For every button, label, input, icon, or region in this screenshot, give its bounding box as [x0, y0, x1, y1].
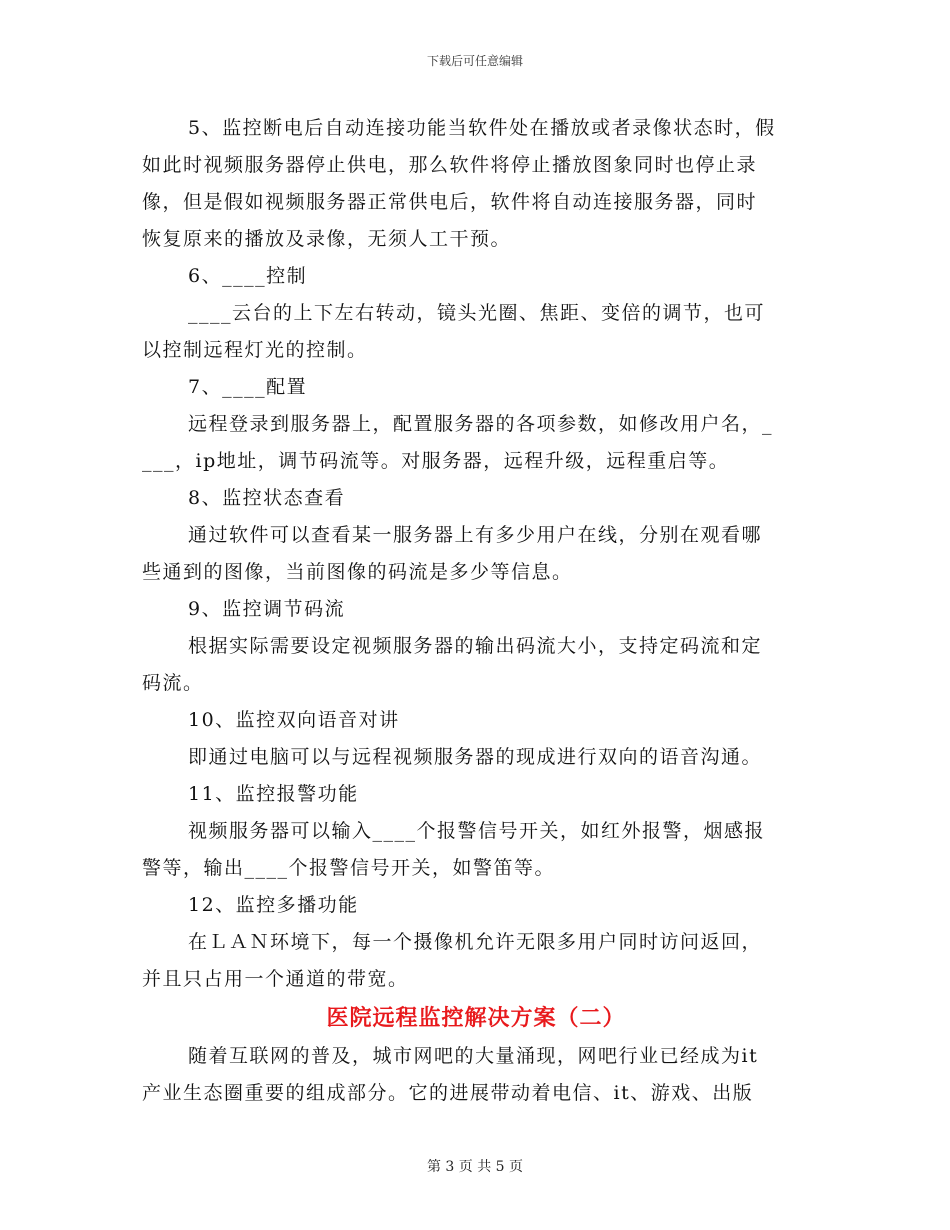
body-paragraphs: [142, 110, 810, 998]
text-line: 产业生态圈重要的组成部分。它的进展带动着电信、it、游戏、出版: [142, 1082, 754, 1104]
text-line: 8、监控状态查看: [188, 487, 346, 509]
text-line: 7、____配置: [188, 376, 308, 398]
text-line: 码流。: [142, 672, 204, 694]
text-line: 如此时视频服务器停止供电，那么软件将停止播放图象同时也停止录: [142, 154, 758, 176]
text-line: 像，但是假如视频服务器正常供电后，软件将自动连接服务器，同时: [142, 191, 758, 213]
text-line: 10、监控双向语音对讲: [188, 709, 400, 731]
text-line: 即通过电脑可以与远程视频服务器的现成进行双向的语音沟通。: [188, 746, 763, 768]
text-line: 9、监控调节码流: [188, 598, 346, 620]
text-line: 在ＬＡＮ环境下，每一个摄像机允许无限多用户同时访问返回，: [188, 931, 763, 953]
text-line: 6、____控制: [188, 265, 308, 287]
text-line: 根据实际需要设定视频服务器的输出码流大小，支持定码流和定: [188, 635, 763, 657]
text-line: 警等，输出____个报警信号开关，如警笛等。: [142, 857, 556, 879]
text-line: 通过软件可以查看某一服务器上有多少用户在线，分别在观看哪: [188, 524, 763, 546]
section-title: 医院远程监控解决方案（二）: [326, 1005, 626, 1031]
text-line: ____云台的上下左右转动，镜头光圈、焦距、变倍的调节，也可: [188, 302, 766, 324]
text-line: 5、监控断电后自动连接功能当软件处在播放或者录像状态时，假: [188, 117, 776, 139]
text-line: 视频服务器可以输入____个报警信号开关，如红外报警，烟感报: [188, 820, 766, 842]
text-line: ___，ip地址，调节码流等。对服务器，远程升级，远程重启等。: [142, 450, 730, 472]
text-line: 随着互联网的普及，城市网吧的大量涌现，网吧行业已经成为it: [188, 1045, 759, 1067]
text-line: 远程登录到服务器上，配置服务器的各项参数，如修改用户名，_: [188, 413, 774, 435]
document-body: [142, 110, 810, 1112]
page-header: 下载后可任意编辑: [426, 54, 523, 68]
text-line: 恢复原来的播放及录像，无须人工干预。: [142, 228, 512, 250]
section-paragraphs: [142, 1038, 810, 1112]
text-line: 并且只占用一个通道的带宽。: [142, 968, 409, 990]
text-line: 12、监控多播功能: [188, 894, 359, 916]
text-line: 些通到的图像，当前图像的码流是多少等信息。: [142, 561, 573, 583]
text-line: 11、监控报警功能: [188, 783, 359, 805]
text-line: 以控制远程灯光的控制。: [142, 339, 368, 361]
page-footer: 第 3 页 共 5 页: [426, 1159, 524, 1175]
